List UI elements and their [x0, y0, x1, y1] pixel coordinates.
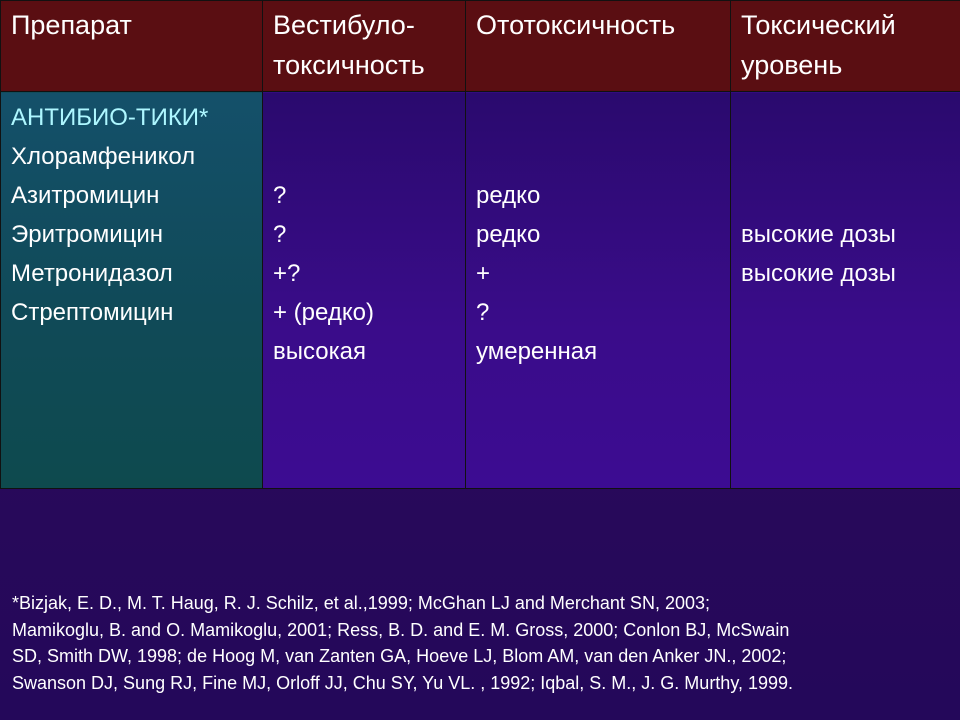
- drug-item: Хлорамфеникол: [11, 143, 196, 170]
- ototoxicity-value: редко: [476, 221, 541, 248]
- drug-item: Азитромицин: [11, 182, 160, 209]
- footnote-line: Mamikoglu, B. and O. Mamikoglu, 2001; Ress, B. D. and E. M. Gross, 2000; Conlon BJ, McSwain: [12, 619, 790, 640]
- header-toxic-level-line-2: уровень: [741, 50, 843, 80]
- header-toxic-level: [731, 1, 960, 92]
- footnote-line: Swanson DJ, Sung RJ, Fine MJ, Orloff JJ, Chu SY, Yu VL. , 1992; Iqbal, S. M., J. G. Murthy, 1999.: [12, 672, 794, 693]
- toxic-level-value: высокие дозы: [741, 260, 896, 287]
- drug-item: Эритромицин: [11, 221, 164, 248]
- table-header-row: [1, 1, 960, 92]
- footnote-line: SD, Smith DW, 1998; de Hoog M, van Zanten GA, Hoeve LJ, Blom AM, van den Anker JN., 2002;: [12, 646, 787, 666]
- ototoxicity-value: умеренная: [476, 338, 598, 365]
- table-body-row: [1, 92, 960, 489]
- header-vestibulotoxicity-line-1: Вестибуло-: [273, 10, 415, 40]
- header-drug-label: Препарат: [11, 10, 132, 40]
- toxic-level-cell: [731, 92, 960, 489]
- header-vestibulotoxicity-line-2: токсичность: [273, 50, 425, 80]
- header-vestibulotoxicity: [263, 1, 466, 92]
- vestibulotoxicity-value: ?: [273, 221, 287, 248]
- drugs-heading: АНТИБИО-ТИКИ*: [11, 104, 209, 131]
- footnote-line: *Bizjak, E. D., M. T. Haug, R. J. Schilz, et al.,1999; McGhan LJ and Merchant SN, 2003;: [12, 593, 710, 613]
- references-footnote: [12, 590, 952, 696]
- ototoxicity-value: ?: [476, 299, 490, 326]
- header-drug: [1, 1, 263, 92]
- ototoxicity-cell: [466, 92, 731, 489]
- vestibulotoxicity-value: высокая: [273, 338, 366, 365]
- vestibulotoxicity-cell: [263, 92, 466, 489]
- drug-item: Стрептомицин: [11, 299, 174, 326]
- ototoxicity-value: +: [476, 260, 491, 287]
- ototoxicity-value: редко: [476, 182, 541, 209]
- vestibulotoxicity-value: + (редко): [273, 299, 374, 326]
- toxic-level-value: высокие дозы: [741, 221, 896, 248]
- drug-item: Метронидазол: [11, 260, 173, 287]
- header-ototoxicity: [466, 1, 731, 92]
- drugs-cell: [1, 92, 263, 489]
- vestibulotoxicity-value: +?: [273, 260, 301, 287]
- header-toxic-level-line-1: Токсический: [741, 10, 896, 40]
- vestibulotoxicity-value: ?: [273, 182, 287, 209]
- header-ototoxicity-label: Ототоксичность: [476, 10, 676, 40]
